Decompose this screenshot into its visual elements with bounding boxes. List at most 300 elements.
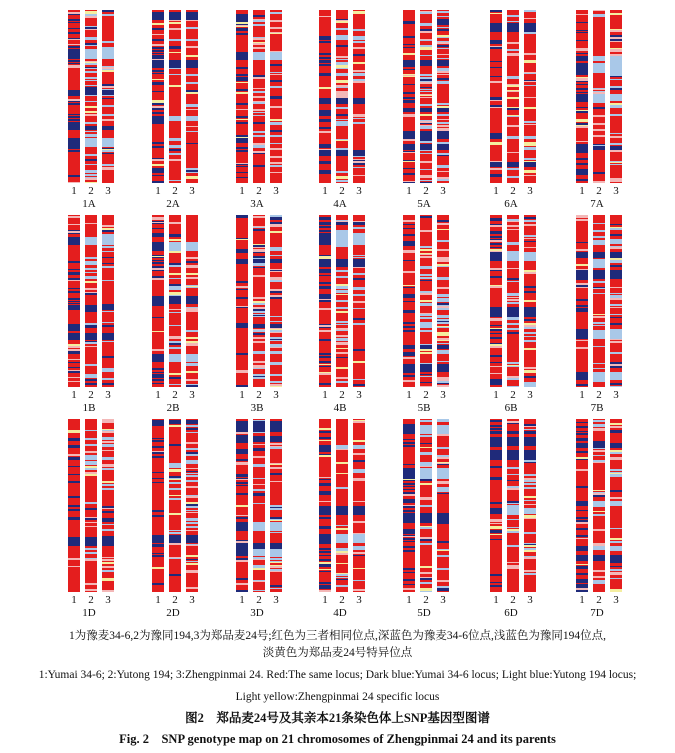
locus-band — [507, 42, 519, 44]
locus-band — [490, 268, 502, 270]
locus-band — [507, 332, 519, 334]
locus-band — [437, 68, 449, 70]
chromosome-track — [270, 419, 282, 592]
locus-band — [152, 372, 164, 373]
locus-band — [336, 290, 348, 292]
locus-band — [593, 543, 605, 545]
locus-band — [186, 506, 198, 507]
locus-band — [152, 28, 164, 30]
locus-band — [68, 351, 80, 353]
locus-band — [437, 29, 449, 31]
locus-block — [420, 131, 432, 139]
locus-band — [576, 433, 588, 435]
locus-band — [186, 460, 198, 462]
locus-band — [152, 278, 164, 280]
locus-band — [152, 383, 164, 385]
locus-band — [403, 115, 415, 116]
locus-band — [524, 384, 536, 386]
locus-block — [593, 372, 605, 380]
chromosome-track — [102, 419, 114, 592]
locus-band — [270, 123, 282, 125]
locus-block — [490, 508, 502, 514]
locus-band — [253, 143, 265, 144]
locus-band — [593, 428, 605, 430]
locus-band — [524, 291, 536, 293]
locus-block — [576, 63, 588, 73]
locus-band — [576, 179, 588, 181]
locus-band — [253, 493, 265, 495]
locus-band — [437, 179, 449, 181]
chromosome-track — [169, 419, 181, 592]
locus-band — [336, 330, 348, 331]
locus-band — [610, 178, 622, 180]
locus-band — [593, 107, 605, 109]
locus-band — [253, 304, 265, 305]
track-number: 3 — [105, 185, 111, 197]
locus-band — [68, 231, 80, 233]
locus-band — [68, 216, 80, 218]
locus-band — [403, 572, 415, 574]
locus-band — [152, 122, 164, 123]
locus-band — [437, 303, 449, 306]
locus-band — [236, 583, 248, 585]
chromosome-track — [270, 10, 282, 183]
locus-band — [490, 532, 502, 533]
track-number: 3 — [356, 389, 362, 401]
track-number: 1 — [406, 594, 412, 606]
locus-band — [610, 490, 622, 492]
locus-band — [524, 340, 536, 342]
locus-band — [403, 228, 415, 229]
chromosome-track — [593, 10, 605, 183]
locus-band — [102, 484, 114, 486]
locus-band — [490, 142, 502, 145]
locus-band — [336, 335, 348, 336]
locus-band — [270, 64, 282, 66]
locus-band — [593, 576, 605, 579]
locus-band — [437, 434, 449, 435]
locus-band — [610, 528, 622, 529]
locus-band — [336, 286, 348, 288]
locus-band — [610, 247, 622, 249]
locus-band — [576, 438, 588, 440]
locus-band — [68, 99, 80, 101]
locus-band — [336, 270, 348, 272]
locus-band — [336, 525, 348, 526]
locus-block — [236, 259, 248, 263]
locus-band — [490, 42, 502, 44]
locus-band — [437, 177, 449, 178]
locus-band — [353, 470, 365, 472]
locus-band — [437, 223, 449, 225]
track-number: 3 — [527, 389, 533, 401]
track-number: 2 — [256, 594, 262, 606]
locus-band — [524, 220, 536, 222]
locus-band — [437, 42, 449, 44]
locus-band — [593, 322, 605, 324]
locus-band — [610, 578, 622, 579]
locus-band — [593, 88, 605, 89]
locus-band — [490, 534, 502, 536]
track-number: 3 — [189, 185, 195, 197]
locus-band — [593, 264, 605, 266]
locus-band — [610, 317, 622, 318]
locus-band — [610, 162, 622, 163]
locus-block — [610, 501, 622, 506]
locus-band — [353, 81, 365, 83]
locus-band — [270, 364, 282, 365]
locus-band — [85, 262, 97, 264]
locus-band — [169, 52, 181, 53]
locus-band — [420, 153, 432, 154]
locus-band — [68, 261, 80, 263]
locus-band — [403, 533, 415, 534]
locus-band — [253, 77, 265, 79]
locus-band — [152, 108, 164, 110]
locus-band — [319, 356, 331, 358]
locus-band — [102, 506, 114, 508]
locus-band — [403, 287, 415, 288]
locus-block — [576, 555, 588, 561]
locus-band — [186, 486, 198, 488]
chromosome-label: 1D — [82, 607, 96, 619]
locus-band — [85, 257, 97, 258]
locus-band — [270, 269, 282, 270]
locus-block — [353, 233, 365, 240]
locus-band — [319, 114, 331, 116]
locus-band — [85, 364, 97, 366]
locus-band — [102, 70, 114, 73]
locus-band — [437, 457, 449, 459]
locus-band — [524, 544, 536, 545]
locus-band — [420, 330, 432, 332]
locus-band — [68, 272, 80, 274]
locus-band — [186, 92, 198, 94]
locus-band — [403, 464, 415, 465]
locus-band — [253, 24, 265, 25]
locus-band — [85, 341, 97, 343]
locus-band — [610, 224, 622, 225]
locus-band — [85, 170, 97, 172]
locus-band — [152, 304, 164, 306]
locus-block — [576, 56, 588, 61]
locus-band — [85, 430, 97, 431]
locus-band — [236, 590, 248, 592]
locus-band — [102, 153, 114, 154]
locus-band — [490, 61, 502, 62]
locus-band — [490, 105, 502, 106]
locus-band — [593, 490, 605, 491]
locus-band — [169, 309, 181, 310]
locus-band — [319, 562, 331, 564]
locus-band — [593, 281, 605, 283]
locus-block — [507, 252, 519, 262]
locus-block — [420, 468, 432, 478]
locus-band — [319, 16, 331, 17]
locus-band — [186, 471, 198, 472]
locus-band — [186, 473, 198, 474]
locus-block — [85, 325, 97, 328]
locus-band — [437, 568, 449, 569]
locus-band — [236, 92, 248, 94]
locus-band — [437, 83, 449, 84]
locus-band — [593, 450, 605, 452]
caption-en-line2: Light yellow:Zhengpinmai 24 specific locus — [235, 691, 440, 703]
locus-block — [236, 324, 248, 328]
locus-block — [593, 330, 605, 335]
locus-band — [68, 122, 80, 124]
chromosome-track — [437, 419, 449, 592]
locus-band — [270, 585, 282, 587]
locus-block — [336, 445, 348, 449]
locus-band — [576, 451, 588, 453]
locus-band — [85, 154, 97, 156]
locus-band — [253, 557, 265, 558]
locus-block — [336, 150, 348, 154]
locus-band — [85, 178, 97, 180]
locus-band — [610, 364, 622, 366]
locus-band — [152, 553, 164, 554]
locus-band — [152, 103, 164, 105]
locus-band — [68, 301, 80, 303]
locus-band — [253, 267, 265, 268]
locus-band — [186, 131, 198, 133]
locus-band — [186, 442, 198, 445]
locus-band — [420, 352, 432, 354]
locus-band — [507, 297, 519, 298]
locus-band — [186, 27, 198, 29]
locus-band — [524, 53, 536, 55]
chromosome-track — [576, 215, 588, 387]
chromosome-label: 1B — [82, 402, 96, 414]
locus-band — [319, 383, 331, 385]
locus-band — [353, 469, 365, 470]
locus-band — [490, 366, 502, 367]
locus-band — [593, 236, 605, 238]
locus-band — [68, 377, 80, 378]
locus-band — [490, 81, 502, 83]
locus-band — [253, 503, 265, 504]
locus-band — [576, 520, 588, 523]
locus-band — [253, 377, 265, 379]
locus-band — [353, 453, 365, 455]
locus-band — [420, 169, 432, 170]
locus-band — [576, 581, 588, 583]
locus-band — [403, 494, 415, 495]
locus-band — [236, 103, 248, 105]
chromosome-track — [270, 215, 282, 387]
locus-block — [253, 543, 265, 549]
locus-band — [236, 474, 248, 476]
locus-band — [253, 351, 265, 354]
locus-band — [576, 242, 588, 243]
locus-block — [68, 90, 80, 95]
locus-block — [353, 548, 365, 550]
locus-band — [610, 241, 622, 243]
locus-band — [186, 343, 198, 345]
locus-band — [437, 315, 449, 317]
locus-band — [507, 152, 519, 154]
locus-band — [319, 440, 331, 441]
locus-band — [236, 119, 248, 120]
locus-band — [186, 363, 198, 365]
locus-band — [610, 304, 622, 306]
locus-band — [336, 577, 348, 578]
locus-band — [507, 362, 519, 364]
locus-band — [186, 526, 198, 528]
locus-band — [524, 367, 536, 368]
locus-band — [507, 531, 519, 533]
locus-band — [270, 381, 282, 382]
locus-band — [152, 544, 164, 546]
locus-block — [593, 270, 605, 279]
locus-band — [319, 308, 331, 310]
locus-band — [270, 172, 282, 173]
locus-band — [507, 386, 519, 387]
locus-band — [353, 552, 365, 554]
locus-band — [336, 28, 348, 30]
locus-block — [236, 549, 248, 556]
locus-band — [236, 141, 248, 143]
locus-band — [270, 467, 282, 469]
locus-band — [593, 424, 605, 426]
locus-band — [85, 376, 97, 378]
locus-band — [507, 49, 519, 51]
locus-band — [270, 297, 282, 298]
locus-band — [152, 168, 164, 170]
locus-block — [253, 436, 265, 442]
locus-band — [524, 124, 536, 125]
track-number: 3 — [613, 389, 619, 401]
locus-band — [186, 512, 198, 513]
locus-band — [507, 488, 519, 489]
locus-band — [420, 121, 432, 123]
locus-band — [576, 81, 588, 82]
locus-block — [403, 468, 415, 478]
locus-band — [169, 145, 181, 147]
locus-block — [353, 154, 365, 157]
locus-band — [353, 273, 365, 274]
locus-band — [524, 348, 536, 350]
locus-block — [353, 36, 365, 40]
locus-band — [353, 589, 365, 591]
locus-band — [437, 240, 449, 242]
locus-band — [253, 19, 265, 20]
locus-band — [68, 328, 80, 330]
locus-block — [253, 135, 265, 137]
locus-band — [85, 68, 97, 69]
locus-band — [403, 152, 415, 153]
chromosome-track — [403, 215, 415, 387]
track-number: 2 — [596, 389, 602, 401]
locus-band — [437, 165, 449, 168]
locus-band — [610, 86, 622, 88]
locus-band — [270, 248, 282, 250]
locus-block — [524, 162, 536, 167]
locus-block — [270, 543, 282, 549]
locus-band — [336, 62, 348, 64]
locus-band — [152, 368, 164, 370]
locus-band — [85, 474, 97, 476]
track-number: 2 — [423, 185, 429, 197]
locus-band — [169, 284, 181, 286]
locus-band — [353, 384, 365, 386]
locus-band — [186, 385, 198, 387]
locus-band — [524, 175, 536, 177]
track-number: 1 — [579, 389, 585, 401]
locus-band — [85, 106, 97, 108]
locus-band — [85, 16, 97, 18]
chromosome-label: 7B — [590, 402, 604, 414]
locus-band — [336, 80, 348, 82]
locus-band — [420, 31, 432, 33]
locus-block — [576, 372, 588, 380]
track-number: 1 — [71, 185, 77, 197]
locus-block — [524, 431, 536, 434]
locus-band — [102, 431, 114, 433]
locus-band — [610, 541, 622, 543]
locus-band — [102, 508, 114, 510]
locus-band — [186, 104, 198, 106]
locus-band — [437, 48, 449, 50]
locus-block — [68, 126, 80, 130]
locus-band — [169, 384, 181, 385]
locus-block — [186, 242, 198, 251]
locus-band — [490, 373, 502, 375]
track-number: 3 — [105, 594, 111, 606]
locus-band — [169, 180, 181, 181]
locus-band — [152, 34, 164, 35]
locus-band — [169, 85, 181, 87]
locus-block — [403, 322, 415, 324]
locus-band — [85, 548, 97, 550]
locus-band — [576, 590, 588, 592]
track-number: 2 — [510, 594, 516, 606]
locus-band — [353, 62, 365, 64]
locus-band — [102, 246, 114, 247]
locus-band — [507, 242, 519, 244]
locus-block — [403, 108, 415, 112]
locus-band — [524, 300, 536, 302]
locus-block — [353, 150, 365, 154]
locus-band — [593, 460, 605, 461]
locus-band — [610, 74, 622, 76]
locus-block — [319, 73, 331, 76]
chromosome-track — [152, 10, 164, 183]
chromosome-track — [68, 419, 80, 592]
locus-band — [152, 235, 164, 236]
locus-band — [68, 103, 80, 106]
locus-band — [319, 339, 331, 341]
locus-band — [420, 591, 432, 592]
locus-band — [68, 362, 80, 363]
locus-block — [85, 237, 97, 245]
chromosome-track — [152, 419, 164, 592]
locus-band — [102, 450, 114, 452]
locus-band — [319, 551, 331, 553]
locus-band — [507, 108, 519, 110]
locus-band — [253, 431, 265, 432]
locus-band — [353, 11, 365, 13]
locus-band — [186, 522, 198, 524]
chromosome-track — [336, 215, 348, 387]
chromosome-track — [576, 419, 588, 592]
locus-band — [270, 106, 282, 108]
locus-band — [420, 12, 432, 14]
chromosome-track — [336, 10, 348, 183]
locus-band — [85, 288, 97, 290]
locus-band — [236, 450, 248, 452]
